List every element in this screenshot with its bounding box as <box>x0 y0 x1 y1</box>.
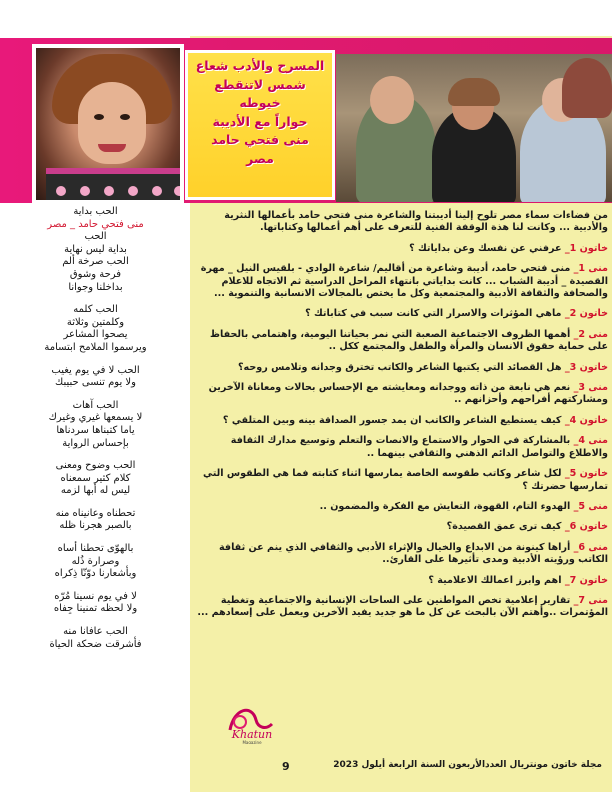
interview-item <box>196 415 608 427</box>
poem-column <box>8 206 183 661</box>
speaker-tag: منى 3_ <box>573 382 608 394</box>
interview-text: أهمها الظروف الاجتماعية الصعبة التي نمر بحياتنا اليومية، واهتمامي بالحفاظ على حماية حقوق الانسان والمرأة والطفل والمجتمع ككل .. <box>210 328 608 353</box>
interview-item <box>196 329 608 354</box>
speaker-tag: خاتون 1_ <box>564 242 608 254</box>
headline-line: خيوطه <box>239 95 281 110</box>
poem-line: ياما كتبناها سردناها <box>56 424 135 436</box>
speaker-tag: منى 6_ <box>573 541 608 553</box>
interview-item <box>196 575 608 587</box>
speaker-tag: منى 7_ <box>573 594 608 606</box>
interview-item <box>196 595 608 620</box>
page-footer <box>196 760 608 774</box>
logo-text: Khatun <box>231 728 273 741</box>
poem-line: بداخلنا وجوانا <box>68 281 123 293</box>
interview-text: اهم وابرز اعمالك الاعلامية ؟ <box>428 574 562 586</box>
interview-item <box>196 468 608 493</box>
poem-line: الحب عافانا منه <box>63 626 128 638</box>
poem-stanza <box>8 543 183 581</box>
poem-line: ولا لحظه تمنينا جِفاه <box>53 603 138 615</box>
poem-stanza <box>8 304 183 354</box>
poem-line: الحب آهات <box>72 399 119 411</box>
interview-item <box>196 263 608 300</box>
speaker-tag: خاتون 6_ <box>564 521 608 533</box>
interview-text: منى فتحي حامد، أديبة وشاعرة من أقاليم/ شاعرة الوادي - بلقيس النيل _ مهرة القصيدة _ أديبة الشباب ... كانت بداياتي بانتهاء المراحل الدراسية ثم الاتجاه للاعلام والصحافة والثقافة الأدبية والمجتمعية وكل ما يختص بالمجالات الانسانية والتنموية ... <box>200 263 608 300</box>
interview-text: هل القصائد التي يكتبها الشاعر والكاتب تخترق وجدانه وتلامس روحه؟ <box>237 361 562 373</box>
poem-line: ولا يوم تنسى حبيبك <box>55 377 136 389</box>
poem-line: الحب كلمه <box>73 304 118 316</box>
speaker-tag: منى 5_ <box>573 500 608 512</box>
interview-item <box>196 362 608 374</box>
interview-text: ماهي المؤثرات والاسرار التي كانت سبب في كتاباتك ؟ <box>305 308 562 320</box>
intro-paragraph: من فضاءات سماء مصر تلوح إلينا أديبتنا والشاعرة منى فتحي حامد بأعمالها النثرية والأدبية ... وكانت لنا هذة الوقفة الفنية للتعرف على أهم أعمالها وكتاباتها. <box>224 210 608 234</box>
footer-text: مجلة خاتون مونتريال العددالأربعون السنة الرابعة أيلول 2023 <box>333 760 602 770</box>
poem-line: كلام كثير سمعناه <box>60 472 131 484</box>
poem-line: لا في يوم نسينا مُرّه <box>54 590 137 602</box>
headline-line: شمس لاتنقطع <box>214 76 306 92</box>
poem-line: بداية ليس نهاية <box>64 243 127 255</box>
poem-line: الحب لا في يوم يغيب <box>51 364 140 376</box>
headline-line: مصر <box>246 150 274 166</box>
poem-line: وكلمتين وثلاثة <box>66 316 125 328</box>
poem-line: تحطناه وعانيناه منه <box>55 507 136 519</box>
poem-stanza <box>8 400 183 450</box>
poem-stanza <box>8 591 183 616</box>
interview-text: نعم هي نابعة من ذاته ووجدانه ومعايشته مع الإحساس بحالات ومعاناة الآخرين ومشاركتهم أفراحهم وأحزانهم .. <box>208 382 608 406</box>
poem-line: الحب <box>84 231 107 243</box>
interview-text: تقارير إعلامية تخص المواطنين على الساحات الإنسانية والاجتماعية وتغطية المؤتمرات ..وأهتم الآن بالبحث عن كل ما هو جديد يفيد الآخرين ويعمل على إسعادهم ... <box>197 594 608 619</box>
author-portrait <box>32 44 184 204</box>
poem-stanza <box>8 206 183 294</box>
speaker-tag: منى 4_ <box>573 435 608 447</box>
interview-text: بالمشاركة في الحوار والاستماع والانصات والتعلم وتوسيع مدارك الثقافة والاطلاع والتواصل الدائم الذهني والثقافي بينهما .. <box>230 435 608 459</box>
event-photo <box>336 54 612 202</box>
interview-text: أراها كينونة من الابداع والخيال والإثراء الأدبي والثقافي الذي ينم عن ثقافة الكاتب ورؤيته الأدبية ومدى تأثيرها على القارئ.. <box>218 541 608 566</box>
interview-text: لكل شاعر وكاتب طقوسه الخاصة يمارسها اثناء كتابته فما هي الطقوس التي تمارسها حضرتك ؟ <box>202 468 608 492</box>
interview-text: كيف ترى عمق القصيدة؟ <box>446 521 562 533</box>
speaker-tag: منى 2_ <box>573 328 608 340</box>
headline-line: المسرح والأدب شعاع <box>195 58 325 73</box>
interview-item <box>196 435 608 460</box>
poem-line: ويرسموا الملامح ابتسامة <box>44 341 147 353</box>
interview-item <box>196 308 608 320</box>
poem-line: بإحساس الرواية <box>62 437 129 449</box>
poem-line: الحب وضوح ومعنى <box>55 460 136 472</box>
logo-subtext: Magazine <box>242 740 262 744</box>
poem-line: لا يسمعها غيري وغيرك <box>48 412 143 424</box>
speaker-tag: خاتون 2_ <box>564 308 608 320</box>
poem-line: بالصبر هجرنا ظله <box>59 520 132 532</box>
speaker-tag: خاتون 7_ <box>564 574 608 586</box>
speaker-tag: خاتون 4_ <box>564 414 608 426</box>
poem-line: الحب صرخة ألم <box>62 256 129 268</box>
interview-body <box>196 210 608 628</box>
speaker-tag: خاتون 5_ <box>564 468 608 480</box>
interview-text: عرفني عن نفسك وعن بداياتك ؟ <box>409 242 562 254</box>
poem-stanza <box>8 365 183 390</box>
poem-line: فأشرقت ضحكة الحياة <box>49 638 142 650</box>
poem-line: فرحة وشوق <box>69 268 122 280</box>
speaker-tag: منى 1_ <box>573 263 608 275</box>
interview-item <box>196 521 608 533</box>
headline-box <box>185 50 335 200</box>
interview-item <box>196 501 608 513</box>
poem-author-line: منى فتحي حامد _ مصر <box>47 218 144 230</box>
speaker-tag: خاتون 3_ <box>564 361 608 373</box>
page-number: 9 <box>282 760 290 773</box>
poem-line: ليس له أبها لزمه <box>60 485 131 497</box>
headline-line: حواراً مع الأديبة <box>212 113 308 129</box>
interview-text: الهدوء التام، القهوة، التعايش مع الفكرة والمضمون .. <box>319 500 571 512</box>
interview-item <box>196 382 608 407</box>
headline-line: منى فتحي حامد <box>211 132 309 147</box>
interview-item <box>196 542 608 567</box>
interview-text: كيف يستطيع الشاعر والكاتب ان يمد جسور الصداقة بينه وبين المتلقي ؟ <box>222 414 562 426</box>
poem-line: وصرارة ذُله <box>71 555 120 567</box>
khatun-logo-icon <box>222 700 278 744</box>
poem-stanza <box>8 508 183 533</box>
poem-line: الحب بداية <box>73 206 118 217</box>
poem-line: وبأشعارنا دوّنّا ذِكراه <box>54 568 137 580</box>
poem-line: بالهوّى تحطنا أساه <box>57 543 134 555</box>
interview-item <box>196 243 608 255</box>
top-white-strip <box>0 0 612 36</box>
poem-stanza <box>8 460 183 498</box>
poem-line: يصحوا المشاعر <box>63 329 128 341</box>
poem-stanza <box>8 626 183 651</box>
